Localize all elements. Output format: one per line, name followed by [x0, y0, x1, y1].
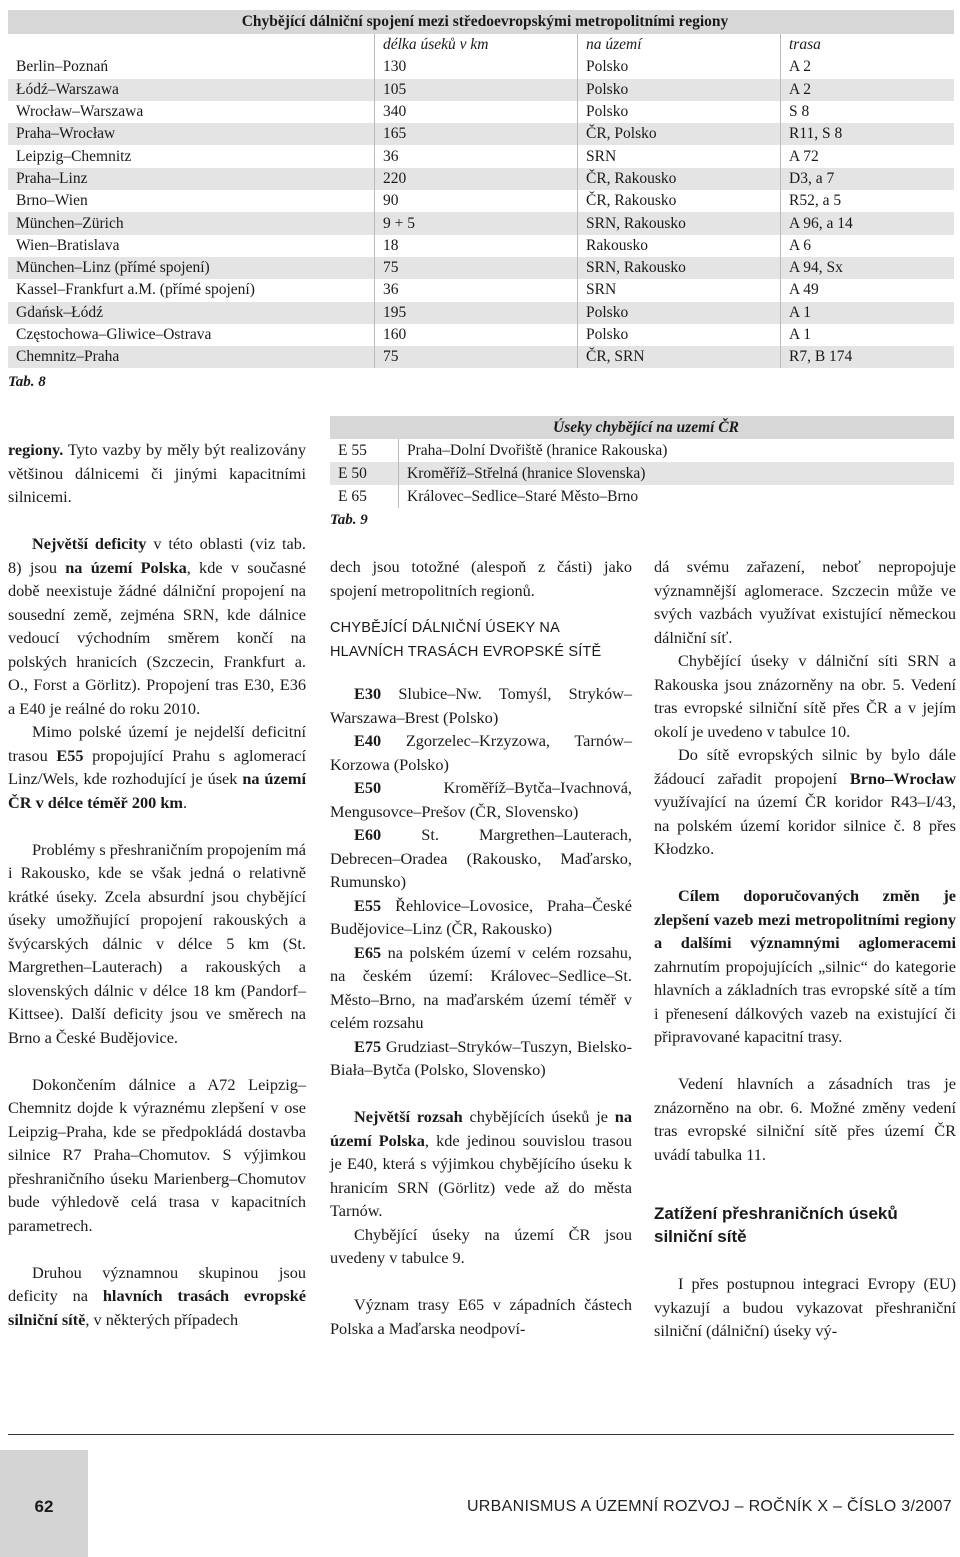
paragraph-text: Druhou významnou skupinou jsou deficity na [8, 1262, 306, 1305]
table-cell: SRN, Rakousko [578, 257, 781, 279]
bold-text: Největší rozsah [354, 1107, 463, 1126]
route-text: Zgorzelec–Krzyzowa, Tarnów–Korzowa (Polsko) [330, 731, 632, 774]
table-cell: Kassel–Frankfurt a.M. (přímé spojení) [8, 279, 375, 301]
table-row [8, 101, 954, 123]
table-cell: 75 [375, 257, 578, 279]
paragraph: Chybějící úseky na území ČR jsou uvedeny v tabulce 9. [330, 1224, 632, 1267]
paragraph: I přes postupnou integraci Evropy (EU) vykazují a budou vykazovat přeshraniční silniční (dálniční) úseky vý- [654, 1274, 956, 1340]
table-cell: A 49 [781, 279, 955, 301]
column-3 [654, 555, 956, 1343]
e-route-list [330, 682, 632, 1082]
table-cell: A 1 [781, 302, 955, 324]
list-item [330, 823, 632, 894]
table-cell: 9 + 5 [375, 212, 578, 234]
table-cell: SRN [578, 145, 781, 167]
table-cell: A 6 [781, 235, 955, 257]
list-item [330, 776, 632, 823]
bold-text: na území Polska [65, 557, 187, 577]
table-cell: A 2 [781, 79, 955, 101]
journal-footer: URBANISMUS A ÚZEMNÍ ROZVOJ – ROČNÍK X – ČÍSLO 3/2007 [466, 1498, 952, 1515]
table-cell: Polsko [578, 56, 781, 78]
table-row [8, 302, 954, 324]
route-text: Řehlovice–Lovosice, Praha–České Budějovice–Linz (ČR, Rakousko) [330, 895, 632, 938]
table-header-cell: délka úseků v km [375, 34, 578, 56]
table-cell: Praha–Wrocław [8, 123, 375, 145]
route-code: E50 [354, 778, 382, 797]
route-code: E65 [354, 942, 382, 962]
table-cell: D3, a 7 [781, 168, 955, 190]
table-cell: 165 [375, 123, 578, 145]
column-1 [8, 438, 306, 1331]
table-cell: E 65 [330, 485, 399, 508]
bold-text: Cílem doporučovaných změn je zlepšení vazeb mezi metropolitními regiony a dalšími významnými aglomeracemi [654, 886, 956, 952]
table-cell: A 94, Sx [781, 257, 955, 279]
table-cell: 130 [375, 56, 578, 78]
list-item [330, 1035, 632, 1082]
table-row [8, 56, 954, 78]
table-cell: ČR, Rakousko [578, 168, 781, 190]
paragraph-text: chybějících úseků je [462, 1107, 615, 1126]
paragraph-text: využívající na území ČR koridor R43–I/43, na polském území koridor silnice č. 8 přes Kłodzko. [654, 792, 956, 858]
table-row [330, 439, 954, 462]
paragraph: Význam trasy E65 v západních částech Polska a Maďarska neodpoví- [330, 1295, 632, 1338]
route-text: Kroměříž–Bytča–Ivachnová, Mengusovce–Prešov (ČR, Slovensko) [330, 778, 632, 821]
table-cell: A 72 [781, 145, 955, 167]
bold-text: na území ČR v délce téměř 200 km [8, 769, 306, 812]
table-row [8, 346, 954, 368]
bold-text: na území Polska [330, 1107, 632, 1150]
table-cell: Częstochowa–Gliwice–Ostrava [8, 324, 375, 346]
paragraph: Vedení hlavních a zásadních tras je znázorněno na obr. 6. Možné změny vedení tras evropské silniční sítě přes území ČR uvádí tabulka 11. [654, 1074, 956, 1164]
table-cell: 36 [375, 279, 578, 301]
table-cell: Praha–Linz [8, 168, 375, 190]
table-9 [330, 416, 954, 508]
table-8 [8, 10, 954, 368]
paragraph-text: Mimo polské území je nejdelší deficitní trasou [8, 722, 306, 765]
table-cell: S 8 [781, 101, 955, 123]
table-row [8, 212, 954, 234]
table-cell: SRN [578, 279, 781, 301]
list-item [330, 682, 632, 729]
table-cell: Wien–Bratislava [8, 235, 375, 257]
paragraph: Chybějící úseky v dálniční síti SRN a Rakouska jsou znázorněny na obr. 5. Vedení tras evropské silniční sítě přes ČR a v jejím okolí je uvedeno v tabulce 10. [654, 651, 956, 741]
table-cell: 105 [375, 79, 578, 101]
route-code: E60 [354, 825, 382, 844]
paragraph-text: , v některých případech [85, 1309, 239, 1329]
table-row [330, 485, 954, 508]
paragraph-text: Tyto vazby by měly být realizovány většinou dálnicemi či jinými kapacitními silnicemi. [8, 440, 306, 506]
table-cell: A 1 [781, 324, 955, 346]
route-text: Slubice–Nw. Tomyśl, Stryków–Warszawa–Brest (Polsko) [330, 684, 632, 727]
paragraph-text: Do sítě evropských silnic by bylo dále žádoucí zařadit propojení [654, 745, 956, 788]
table-row [8, 123, 954, 145]
table-row [8, 190, 954, 212]
bold-text: E55 [56, 745, 84, 765]
table-cell: 340 [375, 101, 578, 123]
table-cell: Łódź–Warszawa [8, 79, 375, 101]
section-heading: Zatížení přeshraničních úseků silniční sítě [654, 1204, 898, 1246]
table-row [8, 168, 954, 190]
paragraph: Problémy s přeshraničním propojením má i Rakousko, kde se však jedná o relativně krátké úseky. Zcela absurdní jsou chybějící úseky umožňující propojení rakouských a švýcarských dálnic v délce 5 km (St. Margrethen–Lauterach) a rakouských a slovenských dálnic v délce 18 km (Pandorf–Kittsee). Další deficity jsou ve směrech na Brno a České Budějovice. [8, 839, 307, 1047]
bold-text: hlavních trasách evropské silniční sítě [8, 1286, 306, 1329]
table-cell: ČR, Rakousko [578, 190, 781, 212]
table-cell: A 96, a 14 [781, 212, 955, 234]
table-row [330, 462, 954, 485]
table-8-caption: Tab. 8 [8, 374, 46, 390]
table-cell: Berlin–Poznań [8, 56, 375, 78]
table-cell: München–Zürich [8, 212, 375, 234]
table-cell: 220 [375, 168, 578, 190]
table-cell: R52, a 5 [781, 190, 955, 212]
table-8-title: Chybějící dálniční spojení mezi středoevropskými metropolitními regiony [8, 10, 954, 34]
paragraph-text: . [182, 792, 188, 812]
table-cell: Praha–Dolní Dvořiště (hranice Rakouska) [399, 439, 955, 462]
table-row [8, 257, 954, 279]
route-code: E30 [354, 684, 382, 703]
table-cell: R11, S 8 [781, 123, 955, 145]
bold-text: Brno–Wrocław [849, 768, 956, 788]
paragraph: dá svému zařazení, neboť nepropojuje významnější aglomerace. Szczecin může ve svých vazbách využívat existující německou dálniční síť. [654, 557, 956, 647]
table-row [8, 324, 954, 346]
table-row [8, 145, 954, 167]
table-cell: Wrocław–Warszawa [8, 101, 375, 123]
table-9-title: Úseky chybějící na uzemí ČR [330, 416, 954, 439]
table-cell: Rakousko [578, 235, 781, 257]
route-code: E75 [354, 1036, 382, 1056]
section-heading: CHYBĚJÍCÍ DÁLNIČNÍ ÚSEKY NA HLAVNÍCH TRASÁCH EVROPSKÉ SÍTĚ [330, 620, 602, 660]
bold-text: Největší deficity [32, 534, 147, 553]
route-code: E40 [354, 731, 382, 750]
table-row [8, 235, 954, 257]
paragraph-text: v této oblasti (viz tab. 8) jsou [8, 534, 306, 577]
table-cell: Kroměříž–Střelná (hranice Slovenska) [399, 462, 955, 485]
list-item [330, 729, 632, 776]
table-cell: 75 [375, 346, 578, 368]
table-cell: Leipzig–Chemnitz [8, 145, 375, 167]
route-text: St. Margrethen–Lauterach, Debrecen–Oradea (Rakousko, Maďarsko, Rumunsko) [330, 825, 632, 891]
table-cell: E 55 [330, 439, 399, 462]
table-cell: Královec–Sedlice–Staré Město–Brno [399, 485, 955, 508]
route-code: E55 [354, 895, 382, 915]
table-cell: Polsko [578, 79, 781, 101]
table-cell: Gdańsk–Łódź [8, 302, 375, 324]
table-cell: ČR, Polsko [578, 123, 781, 145]
bold-text: regiony. [8, 440, 64, 459]
table-cell: Polsko [578, 324, 781, 346]
table-cell: 36 [375, 145, 578, 167]
paragraph: dech jsou totožné (alespoň z části) jako spojení metropolitních regionů. [330, 557, 632, 600]
table-cell: 18 [375, 235, 578, 257]
table-cell: 160 [375, 324, 578, 346]
table-cell: Polsko [578, 101, 781, 123]
list-item [330, 894, 632, 941]
table-cell: A 2 [781, 56, 955, 78]
table-header-row [8, 34, 954, 56]
table-cell: München–Linz (přímé spojení) [8, 257, 375, 279]
column-2 [330, 555, 632, 1340]
paragraph-text: , kde v současné době neexistuje žádné dálniční propojení na sousední země, zejména SRN, kde dálnice vedoucí východním směrem končí na polských hranicích (Szczecin, Frankfurt a. O., Forst a Görlitz). Propojení tras E30, E36 a E40 je reálné do roku 2010. [8, 557, 307, 718]
list-item [330, 941, 632, 1035]
table-cell: Polsko [578, 302, 781, 324]
table-header-cell: trasa [781, 34, 955, 56]
table-9-caption: Tab. 9 [330, 512, 368, 528]
route-text: na polském území v celém rozsahu, na českém území: Královec–Sedlice–St. Město–Brno, na maďarském území téměř v celém rozsahu [330, 942, 632, 1032]
table-cell: Brno–Wien [8, 190, 375, 212]
table-cell: R7, B 174 [781, 346, 955, 368]
page-number: 62 [34, 1497, 54, 1516]
table-cell: Chemnitz–Praha [8, 346, 375, 368]
table-cell: E 50 [330, 462, 399, 485]
table-cell: 195 [375, 302, 578, 324]
table-cell: 90 [375, 190, 578, 212]
table-cell: ČR, SRN [578, 346, 781, 368]
table-header-cell: na území [578, 34, 781, 56]
paragraph: Dokončením dálnice a A72 Leipzig–Chemnitz dojde k výraznému zlepšení v ose Leipzig–Praha, kde se předpokládá dostavba silnice R7 Praha–Chomutov. S výjimkou přeshraničního úseku Marienberg–Chomutov bude výhledově celá trasa v kapacitních parametrech. [8, 1074, 306, 1235]
table-cell: SRN, Rakousko [578, 212, 781, 234]
paragraph-text: , kde jedinou souvislou trasou je E40, která s výjimkou chybějícího úseku k hranicím SRN (Görlitz) vede až do města Tarnów. [330, 1130, 633, 1220]
table-header-cell [8, 34, 375, 56]
footer-rule [8, 1434, 954, 1435]
route-text: Grudziast–Stryków–Tuszyn, Bielsko-Biała–Bytča (Polsko, Slovensko) [330, 1036, 632, 1079]
table-row [8, 79, 954, 101]
table-row [8, 279, 954, 301]
paragraph-text: zahrnutím propojujících „silnic“ do kategorie hlavních a základních tras evropské sítě a tím i přenesení dálkových vazeb na existující či připravované kapacitní trasy. [654, 956, 956, 1046]
paragraph-text: propojující Prahu s aglomerací Linz/Wels, kde rozhodující je úsek [8, 745, 307, 788]
